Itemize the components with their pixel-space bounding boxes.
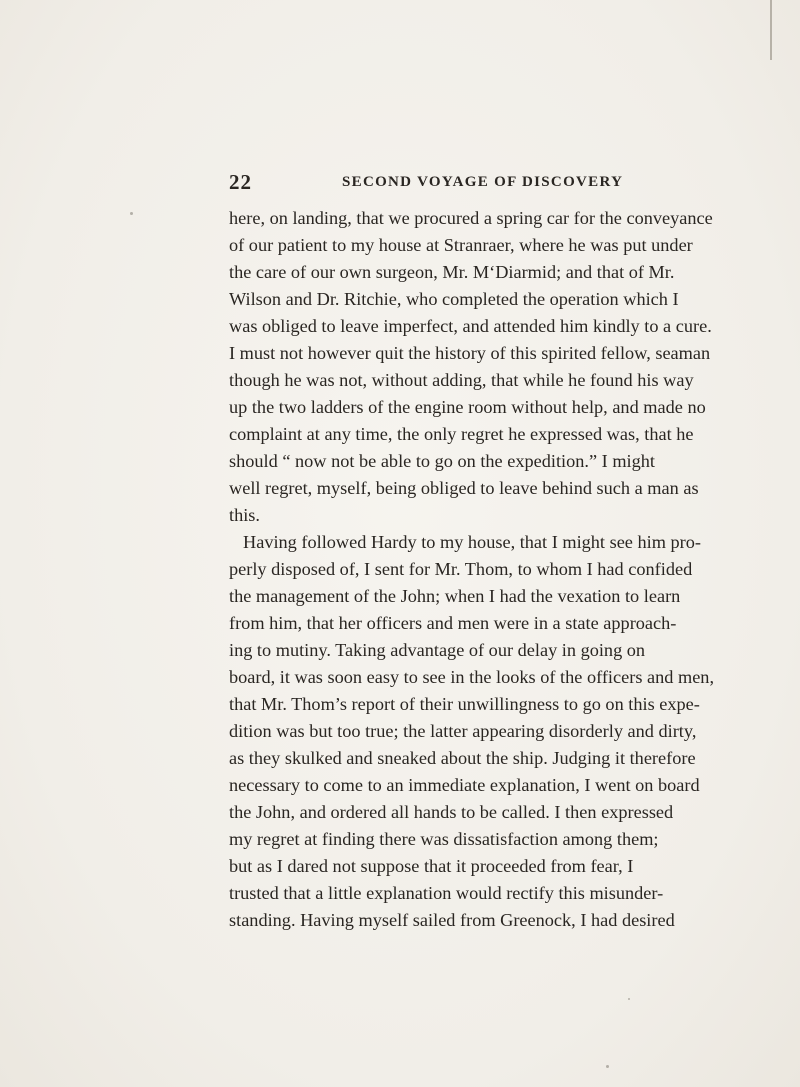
- text-line: should “ now not be able to go on the expedition.” I might: [229, 451, 655, 471]
- text-line: though he was not, without adding, that while he found his way: [229, 370, 694, 390]
- text-line: trusted that a little explanation would rectify this misunder-: [229, 883, 664, 903]
- text-line: but as I dared not suppose that it proceeded from fear, I: [229, 856, 634, 876]
- text-line: board, it was soon easy to see in the looks of the officers and men,: [229, 667, 715, 687]
- text-line: Wilson and Dr. Ritchie, who completed the operation which I: [229, 289, 679, 309]
- text-line: from him, that her officers and men were in a state approach-: [229, 613, 677, 633]
- text-line: my regret at finding there was dissatisfaction among them;: [229, 829, 659, 849]
- text-line: perly disposed of, I sent for Mr. Thom, to whom I had confided: [229, 559, 693, 579]
- text-line: of our patient to my house at Stranraer, where he was put under: [229, 235, 693, 255]
- text-line: ing to mutiny. Taking advantage of our delay in going on: [229, 640, 646, 660]
- text-line: this.: [229, 505, 260, 525]
- page-header: [229, 170, 624, 194]
- text-line: up the two ladders of the engine room without help, and made no: [229, 397, 706, 417]
- running-head: SECOND VOYAGE OF DISCOVERY: [342, 174, 624, 190]
- text-line: the John, and ordered all hands to be called. I then expressed: [229, 802, 674, 822]
- paragraph-start-line: Having followed Hardy to my house, that I might see him pro-: [243, 532, 701, 552]
- body-text: [229, 205, 715, 934]
- text-line: I must not however quit the history of this spirited fellow, seaman: [229, 343, 711, 363]
- paper-speck: [606, 1065, 609, 1068]
- text-line: as they skulked and sneaked about the ship. Judging it therefore: [229, 748, 696, 768]
- text-line: well regret, myself, being obliged to leave behind such a man as: [229, 478, 699, 498]
- page-edge-mark: [770, 0, 772, 60]
- text-line: complaint at any time, the only regret he expressed was, that he: [229, 424, 694, 444]
- text-line: here, on landing, that we procured a spring car for the conveyance: [229, 208, 713, 228]
- text-line: dition was but too true; the latter appearing disorderly and dirty,: [229, 721, 697, 741]
- text-line: was obliged to leave imperfect, and attended him kindly to a cure.: [229, 316, 712, 336]
- text-line: standing. Having myself sailed from Greenock, I had desired: [229, 910, 675, 930]
- page-number: 22: [229, 170, 252, 194]
- paper-speck: [130, 212, 133, 215]
- text-line: necessary to come to an immediate explanation, I went on board: [229, 775, 700, 795]
- paper-speck: [628, 998, 630, 1000]
- text-line: the management of the John; when I had the vexation to learn: [229, 586, 681, 606]
- text-line: the care of our own surgeon, Mr. M‘Diarmid; and that of Mr.: [229, 262, 675, 282]
- text-line: that Mr. Thom’s report of their unwillingness to go on this expe-: [229, 694, 700, 714]
